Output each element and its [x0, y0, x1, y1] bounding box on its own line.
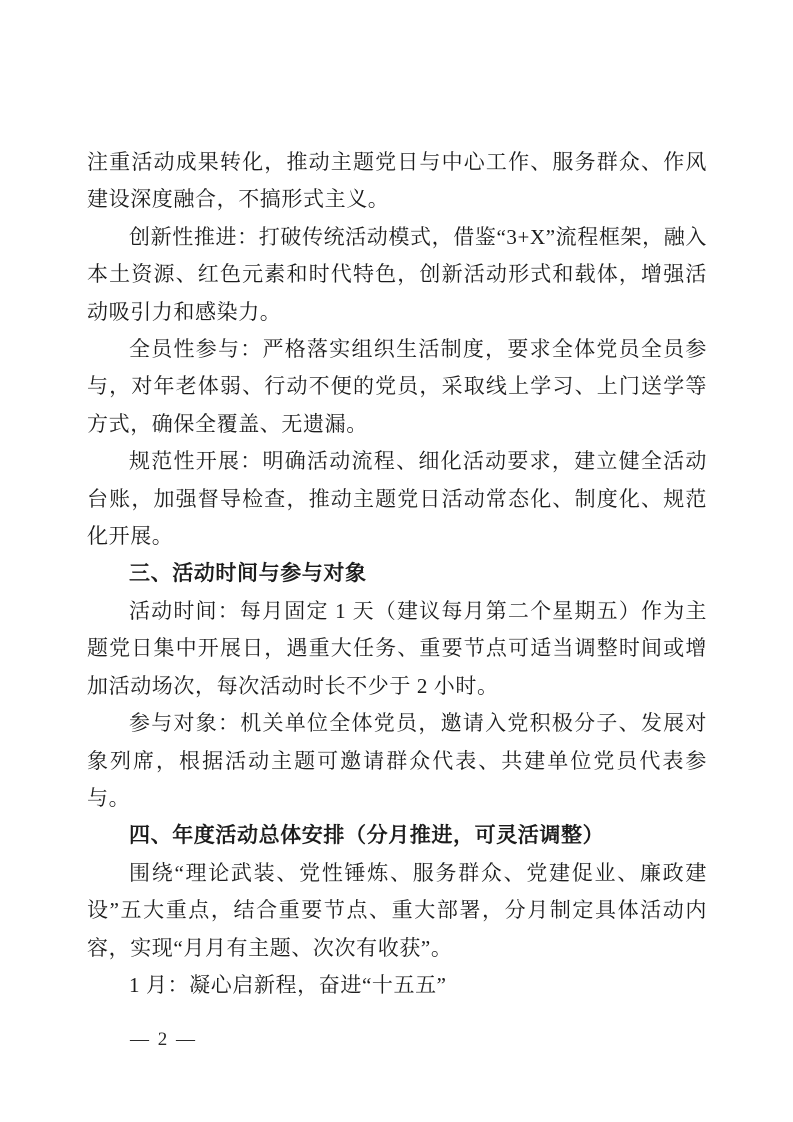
section-heading: 四、年度活动总体安排（分月推进，可灵活调整）	[129, 824, 605, 848]
document-body	[87, 144, 707, 1004]
paragraph: 1 月：凝心启新程，奋进“十五五”	[129, 972, 447, 997]
section-heading: 三、活动时间与参与对象	[129, 562, 367, 586]
page-number: — 2 —	[130, 1029, 197, 1050]
paragraph: 活动时间：每月固定 1 天（建议每月第二个星期五）作为主题党日集中开展日，遇重大任务、重要节点可适当调整时间或增加活动场次，每次活动时长不少于 2 小时。	[87, 598, 707, 698]
paragraph: 参与对象：机关单位全体党员，邀请入党积极分子、发展对象列席，根据活动主题可邀请群众代表、共建单位党员代表参与。	[87, 711, 707, 810]
paragraph: 围绕“理论武装、党性锤炼、服务群众、党建促业、廉政建设”五大重点，结合重要节点、重大部署，分月制定具体活动内容，实现“月月有主题、次次有收获”。	[87, 860, 707, 960]
paragraph: 注重活动成果转化，推动主题党日与中心工作、服务群众、作风建设深度融合，不搞形式主义。	[87, 150, 707, 212]
paragraph: 全员性参与：严格落实组织生活制度，要求全体党员全员参与，对年老体弱、行动不便的党员，采取线上学习、上门送学等方式，确保全覆盖、无遗漏。	[87, 337, 707, 436]
paragraph: 规范性开展：明确活动流程、细化活动要求，建立健全活动台账，加强督导检查，推动主题党日活动常态化、制度化、规范化开展。	[87, 449, 707, 549]
paragraph: 创新性推进：打破传统活动模式，借鉴“3+X”流程框架，融入本土资源、红色元素和时代特色，创新活动形式和载体，增强活动吸引力和感染力。	[87, 224, 707, 324]
